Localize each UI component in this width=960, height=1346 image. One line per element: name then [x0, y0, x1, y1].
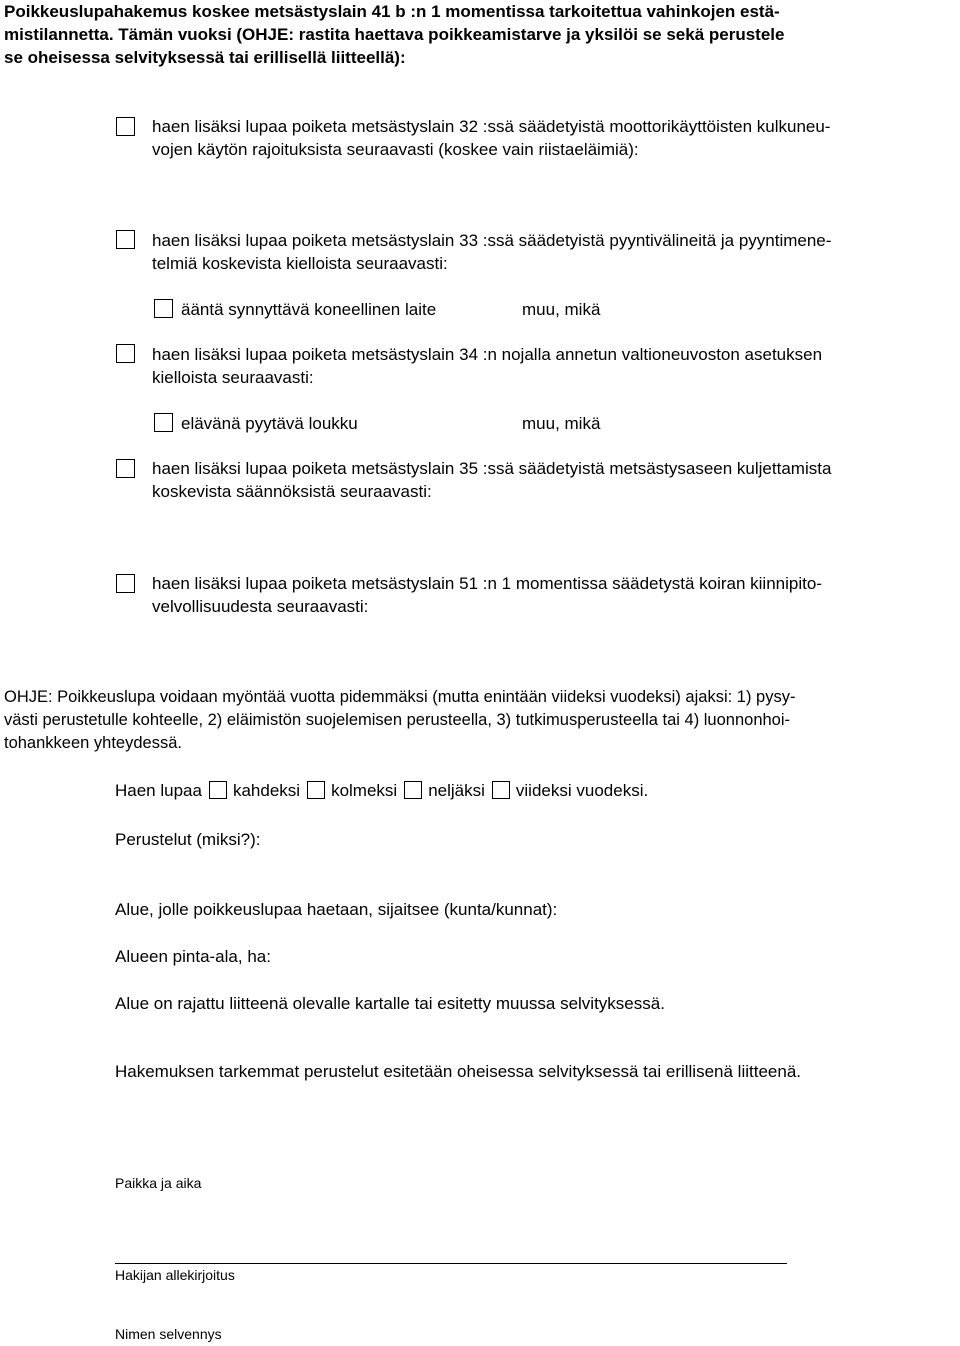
- guide-line-1: OHJE: Poikkeuslupa voidaan myöntää vuotta pidemmäksi (mutta enintään viideksi vuodeksi) ajaksi: 1) pysy-: [4, 688, 796, 706]
- sub-option-live-trap: elävänä pyytävä loukku: [181, 414, 358, 433]
- option-51-line-2: velvollisuudesta seuraavasti:: [152, 597, 369, 616]
- option-section-33: [152, 229, 831, 275]
- signature-label: Hakijan allekirjoitus: [115, 1267, 235, 1283]
- option-section-35: [152, 457, 831, 503]
- checkbox-section-51[interactable]: [116, 574, 135, 593]
- checkbox-section-33[interactable]: [116, 230, 135, 249]
- option-34-line-1: haen lisäksi lupaa poiketa metsästyslain 34 :n nojalla annetun valtioneuvoston asetuksen: [152, 345, 823, 364]
- option-section-34: [152, 343, 822, 389]
- checkbox-five-years[interactable]: [492, 781, 510, 799]
- checkbox-sound-device[interactable]: [154, 299, 173, 318]
- reasons-label: Perustelut (miksi?):: [115, 830, 261, 849]
- area-size-label: Alueen pinta-ala, ha:: [115, 947, 271, 966]
- duration-prefix: Haen lupaa: [115, 781, 202, 800]
- guide-text: [4, 686, 795, 755]
- checkbox-two-years[interactable]: [209, 781, 227, 799]
- signature-line: [115, 1263, 787, 1264]
- option-33-line-1: haen lisäksi lupaa poiketa metsästyslain 33 :ssä säädetyistä pyyntivälineitä ja pyyntimene-: [152, 231, 832, 250]
- duration-three-years: kolmeksi: [331, 781, 398, 800]
- option-32-line-1: haen lisäksi lupaa poiketa metsästyslain 32 :ssä säädetyistä moottorikäyttöisten kulkuneu-: [152, 117, 831, 136]
- option-32-line-2: vojen käytön rajoituksista seuraavasti (koskee vain riistaeläimiä):: [152, 140, 639, 159]
- option-34-line-2: kielloista seuraavasti:: [152, 368, 314, 387]
- place-date-label: Paikka ja aika: [115, 1175, 202, 1191]
- sub-option-34-other: muu, mikä: [522, 414, 601, 433]
- duration-row: [115, 779, 648, 802]
- sub-option-33-other: muu, mikä: [522, 300, 601, 319]
- option-35-line-1: haen lisäksi lupaa poiketa metsästyslain 35 :ssä säädetyistä metsästysaseen kuljettamista: [152, 459, 832, 478]
- option-section-32: [152, 115, 830, 161]
- option-35-line-2: koskevista säännöksistä seuraavasti:: [152, 482, 432, 501]
- checkbox-live-trap[interactable]: [154, 413, 173, 432]
- header-line-3: se oheisessa selvityksessä tai erillisellä liitteellä):: [4, 48, 406, 67]
- checkbox-section-32[interactable]: [116, 117, 135, 136]
- header-line-2: mistilannetta. Tämän vuoksi (OHJE: rastita haettava poikkeamistarve ja yksilöi se sekä perustele: [4, 25, 785, 44]
- guide-line-3: tohankkeen yhteydessä.: [4, 734, 182, 752]
- duration-two-years: kahdeksi: [232, 781, 301, 800]
- name-clarification-label: Nimen selvennys: [115, 1326, 222, 1342]
- checkbox-three-years[interactable]: [307, 781, 325, 799]
- header-line-1: Poikkeuslupahakemus koskee metsästyslain 41 b :n 1 momentissa tarkoitettua vahinkojen estä-: [4, 2, 780, 21]
- sub-option-sound-device: ääntä synnyttävä koneellinen laite: [181, 300, 437, 319]
- guide-line-2: västi perustetulle kohteelle, 2) eläimistön suojelemisen perusteella, 3) tutkimusperusteella tai 4) luonnonhoi-: [4, 711, 791, 729]
- header-text: [4, 0, 784, 69]
- checkbox-four-years[interactable]: [404, 781, 422, 799]
- detail-note: Hakemuksen tarkemmat perustelut esitetään oheisessa selvityksessä tai erillisenä liitteenä.: [115, 1062, 801, 1081]
- option-51-line-1: haen lisäksi lupaa poiketa metsästyslain 51 :n 1 momentissa säädetystä koiran kiinnipito-: [152, 574, 822, 593]
- checkbox-section-35[interactable]: [116, 459, 135, 478]
- checkbox-section-34[interactable]: [116, 344, 135, 363]
- option-section-51: [152, 572, 822, 618]
- area-location-label: Alue, jolle poikkeuslupaa haetaan, sijaitsee (kunta/kunnat):: [115, 900, 558, 919]
- option-33-line-2: telmiä koskevista kielloista seuraavasti:: [152, 254, 448, 273]
- duration-four-years: neljäksi: [428, 781, 485, 800]
- duration-five-years: viideksi vuodeksi.: [515, 781, 649, 800]
- map-note: Alue on rajattu liitteenä olevalle kartalle tai esitetty muussa selvityksessä.: [115, 994, 665, 1013]
